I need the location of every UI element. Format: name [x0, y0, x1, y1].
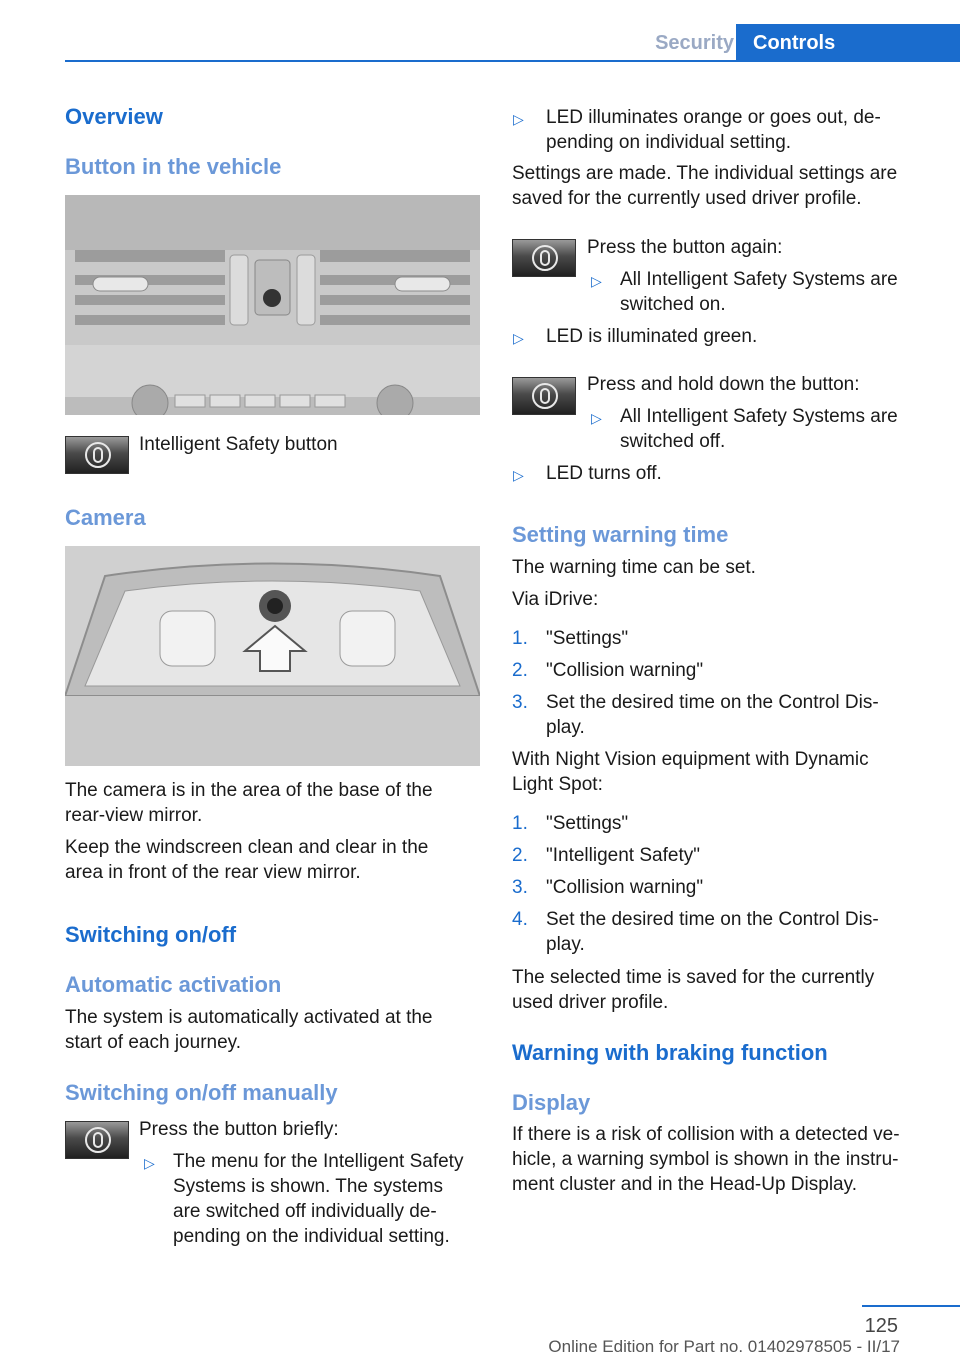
- intelligent-safety-button-icon: [65, 436, 129, 474]
- press-hold-text: Press and hold down the button:: [587, 374, 860, 395]
- heading-warning-braking: Warning with braking function: [512, 1040, 828, 1065]
- heading-camera: Camera: [65, 505, 146, 530]
- text-line: switched on.: [620, 294, 726, 315]
- led-orange-text: [546, 105, 881, 155]
- heading-overview: Overview: [65, 104, 163, 129]
- heading-automatic-activation: Automatic activation: [65, 972, 282, 997]
- intelligent-safety-button-icon: [65, 1121, 129, 1159]
- via-idrive-text: Via iDrive:: [512, 589, 599, 610]
- tab-controls[interactable]: Controls: [736, 24, 960, 61]
- settings-made-text: [512, 161, 897, 211]
- text-line: With Night Vision equipment with Dynamic: [512, 749, 869, 770]
- bullet-triangle-icon: ▷: [591, 410, 602, 426]
- text-line: hicle, a warning symbol is shown in the instru-: [512, 1149, 899, 1170]
- press-briefly-text: Press the button briefly:: [139, 1119, 339, 1140]
- list-number: 1.: [512, 813, 528, 834]
- button-caption: Intelligent Safety button: [139, 434, 338, 455]
- bullet-triangle-icon: ▷: [513, 467, 524, 483]
- text-line: pending on individual setting.: [546, 132, 792, 153]
- led-green-text: LED is illuminated green.: [546, 326, 758, 347]
- list-item: [546, 907, 879, 957]
- heading-switching-on-off: Switching on/off: [65, 922, 237, 947]
- text-line: pending on the individual setting.: [173, 1226, 450, 1247]
- all-off-text: [620, 404, 898, 454]
- list-number: 1.: [512, 628, 528, 649]
- text-line: start of each journey.: [65, 1032, 242, 1053]
- list-item: "Collision warning": [546, 660, 704, 681]
- selected-time-text: [512, 965, 874, 1015]
- text-line: The menu for the Intelligent Safety: [173, 1151, 464, 1172]
- list-number: 3.: [512, 877, 528, 898]
- text-line: Set the desired time on the Control Dis-: [546, 692, 879, 713]
- auto-paragraph: [65, 1005, 433, 1055]
- heading-display: Display: [512, 1090, 591, 1115]
- text-line: used driver profile.: [512, 992, 669, 1013]
- text-line: Set the desired time on the Control Dis-: [546, 909, 879, 930]
- heading-button-in-vehicle: Button in the vehicle: [65, 154, 282, 179]
- page-number: 125: [864, 1315, 898, 1337]
- text-line: All Intelligent Safety Systems are: [620, 269, 898, 290]
- edition-text: Online Edition for Part no. 01402978505 - II/17: [548, 1337, 900, 1356]
- list-item: "Collision warning": [546, 877, 704, 898]
- text-line: Keep the windscreen clean and clear in the: [65, 837, 429, 858]
- text-line: All Intelligent Safety Systems are: [620, 406, 898, 427]
- text-line: play.: [546, 934, 585, 955]
- text-line: switched off.: [620, 431, 726, 452]
- text-line: area in front of the rear view mirror.: [65, 862, 361, 883]
- text-line: The system is automatically activated at the: [65, 1007, 433, 1028]
- text-line: The selected time is saved for the currently: [512, 967, 875, 988]
- footer-rule: [862, 1305, 960, 1307]
- text-line: play.: [546, 717, 585, 738]
- text-line: Systems is shown. The systems: [173, 1176, 443, 1197]
- header-rule: [65, 60, 960, 62]
- text-line: LED illuminates orange or goes out, de-: [546, 107, 881, 128]
- list-item: "Intelligent Safety": [546, 845, 700, 866]
- list-number: 2.: [512, 660, 528, 681]
- display-paragraph: [512, 1122, 900, 1197]
- list-item: "Settings": [546, 628, 629, 649]
- warning-can-set-text: The warning time can be set.: [512, 557, 756, 578]
- text-line: ment cluster and in the Head-Up Display.: [512, 1174, 857, 1195]
- bullet-triangle-icon: ▷: [591, 273, 602, 289]
- press-again-text: Press the button again:: [587, 237, 783, 258]
- list-number: 3.: [512, 692, 528, 713]
- camera-paragraph-1: [65, 778, 433, 828]
- list-item: "Settings": [546, 813, 629, 834]
- text-line: saved for the currently used driver profile.: [512, 188, 862, 209]
- all-on-text: [620, 267, 898, 317]
- dashboard-button-photo: [65, 195, 480, 415]
- night-vision-text: [512, 747, 869, 797]
- text-line: Light Spot:: [512, 774, 603, 795]
- bullet-triangle-icon: ▷: [513, 111, 524, 127]
- heading-switching-manually: Switching on/off manually: [65, 1080, 338, 1105]
- tab-security[interactable]: Security: [655, 32, 734, 54]
- windscreen-camera-photo: [65, 546, 480, 766]
- list-number: 4.: [512, 909, 528, 930]
- text-line: rear-view mirror.: [65, 805, 203, 826]
- intelligent-safety-button-icon: [512, 239, 576, 277]
- intelligent-safety-button-icon: [512, 377, 576, 415]
- text-line: The camera is in the area of the base of the: [65, 780, 433, 801]
- led-off-text: LED turns off.: [546, 463, 662, 484]
- bullet-triangle-icon: ▷: [144, 1155, 155, 1171]
- text-line: Settings are made. The individual settings are: [512, 163, 898, 184]
- heading-setting-warning-time: Setting warning time: [512, 522, 729, 547]
- menu-shown-text: [173, 1149, 463, 1249]
- camera-paragraph-2: [65, 835, 428, 885]
- text-line: are switched off individually de-: [173, 1201, 437, 1222]
- list-item: [546, 690, 879, 740]
- text-line: If there is a risk of collision with a detected ve-: [512, 1124, 900, 1145]
- bullet-triangle-icon: ▷: [513, 330, 524, 346]
- list-number: 2.: [512, 845, 528, 866]
